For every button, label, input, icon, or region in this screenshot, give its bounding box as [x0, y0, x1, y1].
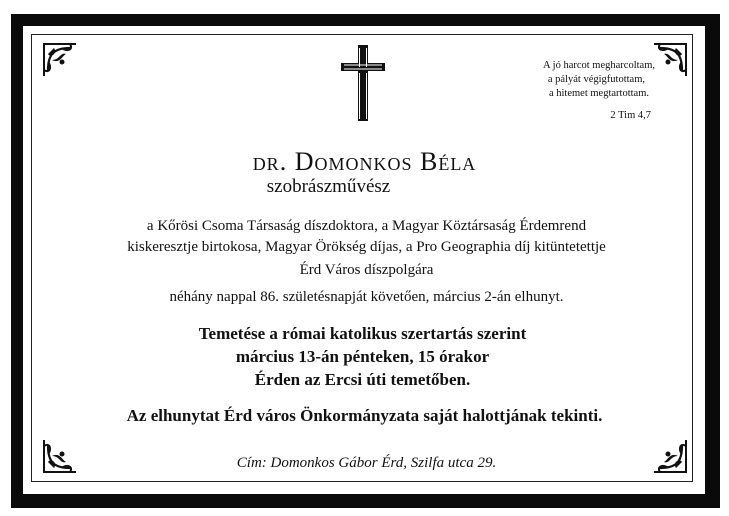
corner-ornament-icon: [40, 40, 80, 80]
contact-address: Cím: Domonkos Gábor Érd, Szilfa utca 29.: [236, 455, 497, 471]
bible-quote: [455, 59, 655, 123]
honors-line-1: a Kőrösi Csoma Társaság díszdoktora, a Magyar Köztársaság Érdemrend: [146, 218, 587, 234]
quote-line-3: a hitemet megtartottam.: [548, 88, 649, 99]
cross-icon: [341, 45, 385, 121]
municipality-statement: Az elhunytat Érd város Önkormányzata saját halottjának tekinti.: [126, 406, 603, 425]
corner-ornament-icon: [650, 40, 690, 80]
deceased-name: dr. Domonkos Béla: [252, 147, 477, 176]
citizenship-text: Érd Város díszpolgára: [299, 262, 434, 278]
death-notice: néhány nappal 86. születésnapját követően, március 2-án elhunyt.: [169, 289, 564, 305]
funeral-line-1: Temetése a római katolikus szertartás szerint: [198, 324, 527, 343]
profession: szobrászművész: [266, 176, 391, 197]
quote-reference: 2 Tim 4,7: [610, 110, 651, 121]
funeral-line-3: Érden az Ercsi úti temetőben.: [254, 370, 471, 389]
quote-line-2: a pályát végigfutottam,: [547, 74, 645, 85]
quote-line-1: A jó harcot megharcoltam,: [543, 60, 655, 71]
honors-line-2: kiskeresztje birtokosa, Magyar Örökség díjas, a Pro Geographia díj kitüntetettje: [127, 239, 606, 255]
honors-text: [52, 216, 681, 258]
funeral-line-2: március 13-án pénteken, 15 órakor: [235, 347, 490, 366]
funeral-details: [48, 322, 677, 391]
